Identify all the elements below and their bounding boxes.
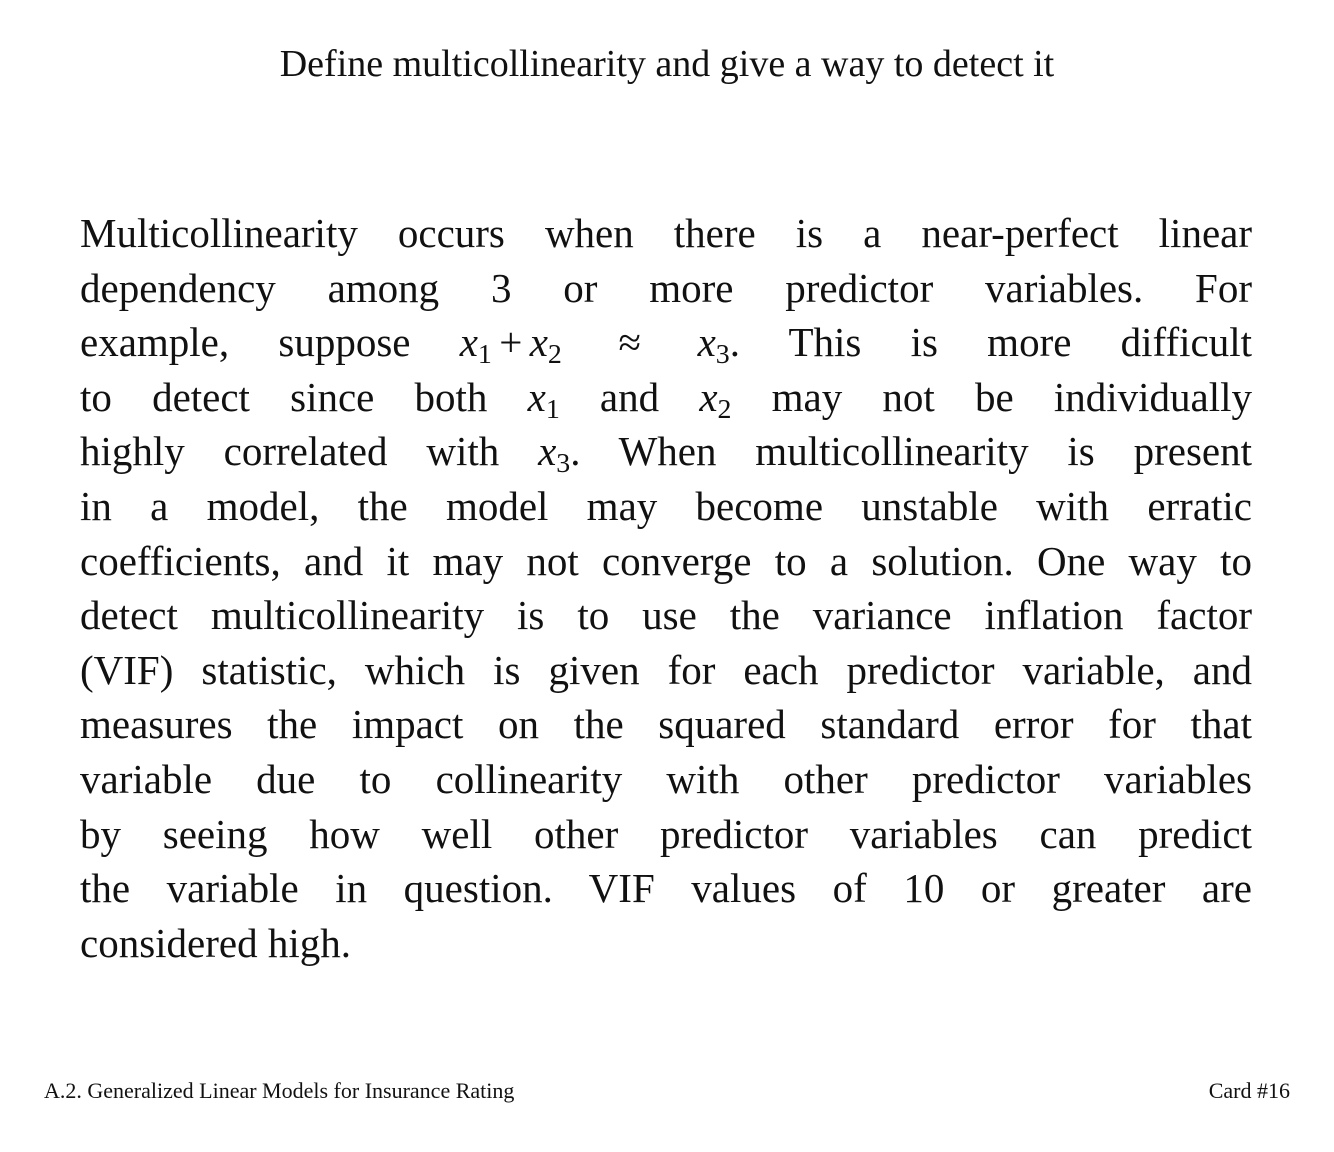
footer-section-label: A.2. Generalized Linear Models for Insurance Rating	[44, 1078, 515, 1103]
math-variable-x1: $x_1$	[459, 319, 492, 371]
answer-line-14: considered high.	[80, 919, 351, 966]
answer-paragraph	[80, 206, 1252, 970]
answer-line-3	[80, 315, 1252, 370]
math-variable-x2: $x_2$	[699, 373, 732, 425]
answer-line-10: measures the impact on the squared standard error for that	[80, 701, 1252, 748]
answer-text: . This is more difficult	[729, 319, 1252, 366]
answer-line-9: (VIF) statistic, which is given for each predictor variable, and	[80, 646, 1252, 693]
answer-line-4: to detect since both $x_1$ and $x_2$ may not be individually	[80, 373, 1252, 425]
answer-line-2: dependency among 3 or more predictor variables. For	[80, 264, 1252, 311]
math-variable-x2: $x_2$	[529, 319, 562, 371]
answer-text: example, suppose	[80, 319, 460, 366]
answer-line-8: detect multicollinearity is to use the variance inflation factor	[80, 592, 1252, 639]
math-variable-x3: $x_3$	[538, 428, 571, 480]
answer-line-12: by seeing how well other predictor variables can predict	[80, 810, 1252, 857]
answer-line-7: coefficients, and it may not converge to a solution. One way to	[80, 537, 1252, 584]
math-variable-x3: $x_3$	[697, 319, 730, 371]
card-title: Define multicollinearity and give a way to detect it	[279, 43, 1055, 85]
math-approx-operator: ≈	[618, 319, 641, 366]
answer-line-1: Multicollinearity occurs when there is a near-perfect linear	[80, 210, 1252, 256]
math-plus-operator: +	[499, 319, 523, 366]
answer-line-5: highly correlated with $x_3$. When multicollinearity is present	[80, 428, 1252, 480]
math-variable-x1: $x_1$	[527, 373, 560, 425]
answer-line-11: variable due to collinearity with other predictor variables	[80, 755, 1252, 802]
answer-line-6: in a model, the model may become unstable with erratic	[80, 482, 1252, 529]
footer-card-number: Card #16	[1208, 1078, 1290, 1103]
answer-line-13: the variable in question. VIF values of 10 or greater are	[80, 865, 1252, 912]
